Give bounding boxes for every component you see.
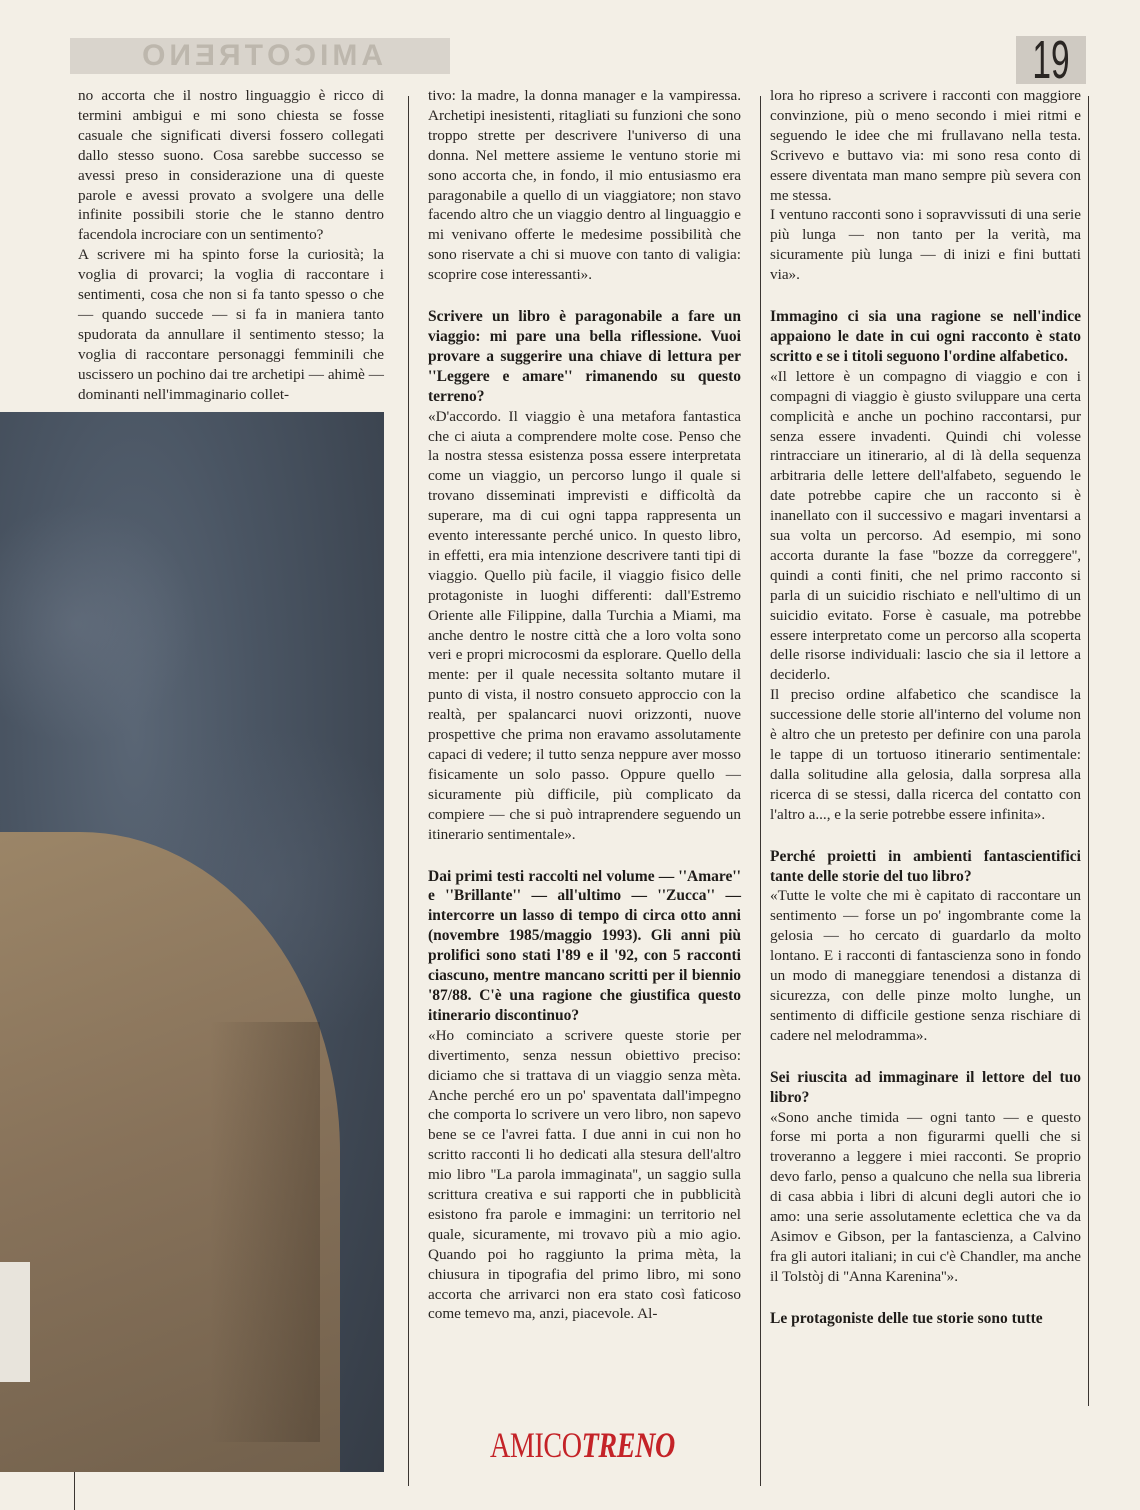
article-column-3 [770, 86, 1081, 1329]
article-column-2 [428, 86, 741, 1324]
column-rule-2 [760, 96, 761, 1486]
article-paragraph: «Tutte le volte che mi è capitato di raccontare un sentimento — forse un po' ingombrante come la gelosia — ho cercato di guardarlo da molto lontano. E i racconti di fantascienza sono in fondo un modo di maneggiare tenendosi a distanza di sicurezza, con delle pinze molto lunghe, un sentimento di difficile gestione senza rischiare di cadere nel melodramma». [770, 887, 1081, 1044]
logo-treno: TRENO [581, 1425, 675, 1465]
column-rule-1 [408, 96, 409, 1486]
ghost-header-showthrough [70, 38, 450, 74]
portrait-photo [0, 412, 384, 1472]
amicotreno-logo [490, 1424, 675, 1466]
interview-question: Le protagoniste delle tue storie sono tutte [770, 1309, 1043, 1327]
logo-amico: AMICO [490, 1425, 582, 1465]
article-paragraph: no accorta che il nostro linguaggio è ricco di termini ambigui e mi sono chiesta se fosse casuale che significati diversi fossero collegati dallo stesso suono. Cosa sarebbe successo se avessi preso in considerazione una di queste parole e avessi provato a svolgere una delle infinite possibili storie che le stanno dentro facendola incrociare con un sentimento? [78, 87, 384, 244]
article-paragraph: tivo: la madre, la donna manager e la vampiressa. Archetipi inesistenti, ritagliati su funzioni che sono troppo strette per descrivere l'universo di una donna. Nel mettere assieme le ventuno storie mi sono accorta che, in fondo, il mio entusiasmo era paragonabile a quello di un viaggiatore; non stavo facendo altro che un viaggio dentro al linguaggio e mi venivano offerte le medesime possibilità che sono riservate a chi si muove con tanto di valigia: scoprire cose interessanti». [428, 87, 741, 284]
ghost-header-text: AMICOTRENO [137, 39, 383, 72]
column-rule-right [1088, 96, 1089, 1406]
article-paragraph: I ventuno racconti sono i sopravvissuti di una serie più lunga — non tanto per la verità, ma sicuramente più lunga — di inizi e fini buttati via». [770, 206, 1081, 284]
interview-question: Dai primi testi raccolti nel volume — ''Amare'' e ''Brillante'' — all'ultimo — ''Zucca'' — intercorre un lasso di tempo di circa otto anni (novembre 1985/maggio 1993). Gli anni più prolifici sono stati l'89 e il '92, con 5 racconti ciascuno, mentre mancano scritti per il biennio '87/88. C'è una ragione che giustifica questo itinerario discontinuo? [428, 867, 741, 1024]
article-paragraph: Il preciso ordine alfabetico che scandisce la successione delle storie all'interno del volume non è altro che un pretesto per definire con una parola le tappe di un tortuoso itinerario sentimentale: dalla solitudine alla gelosia, dalla sorpresa alla ricerca di se stessi, dalla ricerca del contatto con l'altro a..., e la serie potrebbe essere infinita». [770, 686, 1081, 823]
photo-jacket-fold [210, 1022, 320, 1442]
interview-question: Perché proietti in ambienti fantascientifici tante delle storie del tuo libro? [770, 847, 1081, 885]
article-paragraph: A scrivere mi ha spinto forse la curiosità; la voglia di provarci; la voglia di raccontare i sentimenti, cosa che non si fa tanto spesso o che — quando succede — si fa in maniera tanto spudorata da annullare il sentimento stesso; la voglia di raccontare personaggi femminili che uscissero un pochino dai tre archetipi — ahimè — dominanti nell'immaginario collet- [78, 246, 384, 403]
interview-question: Sei riuscita ad immaginare il lettore del tuo libro? [770, 1068, 1081, 1106]
page-number: 19 [1032, 30, 1070, 90]
photo-shirt-collar [0, 1262, 30, 1382]
article-paragraph: «Il lettore è un compagno di viaggio e con i compagni di viaggio è giusto sviluppare una certa complicità e anche un pochino raccontarsi, pur senza essere invadenti. Quindi chi volesse rintracciare un itinerario, al di là della sequenza arbitraria delle lettere dell'alfabeto, seguendo le date potrebbe capire che un racconto si è inanellato con il successivo e magari inventarsi a sua volta un percorso. Ad esempio, mi sono accorta durante la fase ''bozze da correggere'', quindi a conti finiti, che nel primo racconto si parla di un suicidio rischiato e nell'ultimo di un suicidio evitato. Forse è casuale, ma potrebbe essere interpretato come un percorso alla scoperta delle risorse individuali: lascio che sia il lettore a deciderlo. [770, 367, 1081, 684]
article-paragraph: «Ho cominciato a scrivere queste storie per divertimento, senza nessun obiettivo preciso: diciamo che si trattava di un viaggio senza mèta. Anche perché ero un po' spaventata dall'impegno che comporta lo scrivere un vero libro, non sapevo bene se ce l'avrei fatta. I due anni in cui non ho scritto racconti li ho dedicati alla stesura dell'altro mio libro ''La parola immaginata'', un saggio sulla scrittura creativa e sui rapporti che in pubblicità esistono fra parole e immagini: un territorio nel quale, sicuramente, mi trovavo più a mio agio. Quando poi ho raggiunto la prima mèta, la chiusura in tipografia del primo libro, mi sono accorta che arrivarci non era stato così faticoso come temevo ma, anzi, piacevole. Al- [428, 1026, 741, 1323]
page-number-box [1016, 30, 1086, 90]
article-paragraph: lora ho ripreso a scrivere i racconti con maggiore convinzione, più o meno secondo i miei ritmi e seguendo le idee che mi frullavano nella testa. Scrivevo e buttavo via: mi sono resa conto di essere diventata man mano sempre più severa con me stessa. [770, 87, 1081, 204]
column-rule-left [74, 1472, 75, 1510]
article-column-1 [78, 86, 384, 405]
interview-question: Immagino ci sia una ragione se nell'indice appaiono le date in cui ogni racconto è stato scritto e se i titoli seguono l'ordine alfabetico. [770, 308, 1081, 365]
article-paragraph: «Sono anche timida — ogni tanto — e questo forse mi porta a non figurarmi quelli che si troveranno a leggere i miei racconti. Se proprio devo farlo, penso a qualcuno che nella sua libreria di casa abbia i libri di alcuni degli autori che io amo: una serie assolutamente eclettica che va da Asimov e Gibson, per la fantascienza, a Calvino fra gli autori italiani; in cui c'è Chandler, ma anche il Tolstòj di ''Anna Karenina''». [770, 1108, 1081, 1285]
interview-question: Scrivere un libro è paragonabile a fare un viaggio: mi pare una bella riflessione. Vuoi provare a suggerire una chiave di lettura per ''Leggere e amare'' rimanendo su questo terreno? [428, 308, 741, 405]
article-paragraph: «D'accordo. Il viaggio è una metafora fantastica che ci aiuta a comprendere molte cose. Penso che la nostra stessa esistenza possa essere interpretata come un viaggio, un percorso lungo il quale si trovano disseminati imprevisti e difficoltà da superare, ma di cui ogni tappa rappresenta un evento interessante perché unico. In questo libro, in effetti, era mia intenzione descrivere tanti tipi di viaggio. Quello più facile, il viaggio fisico delle protagoniste in luoghi differenti: dall'Estremo Oriente alle Filippine, dalla Turchia a Miami, ma anche dentro le nostre città che a loro volta sono veri e propri microcosmi da esplorare. Quello della mente: per il quale necessita soltanto mutare il punto di vista, il nostro consueto approccio con la realtà, per spalancarci nuovi orizzonti, nuove prospettive che prima non eravamo assolutamente capaci di vedere; il tutto senza neppure aver mosso fisicamente un solo passo. Oppure quello — sicuramente più difficile, più complicato da compiere — che si può intraprendere seguendo un itinerario sentimentale». [428, 407, 741, 843]
